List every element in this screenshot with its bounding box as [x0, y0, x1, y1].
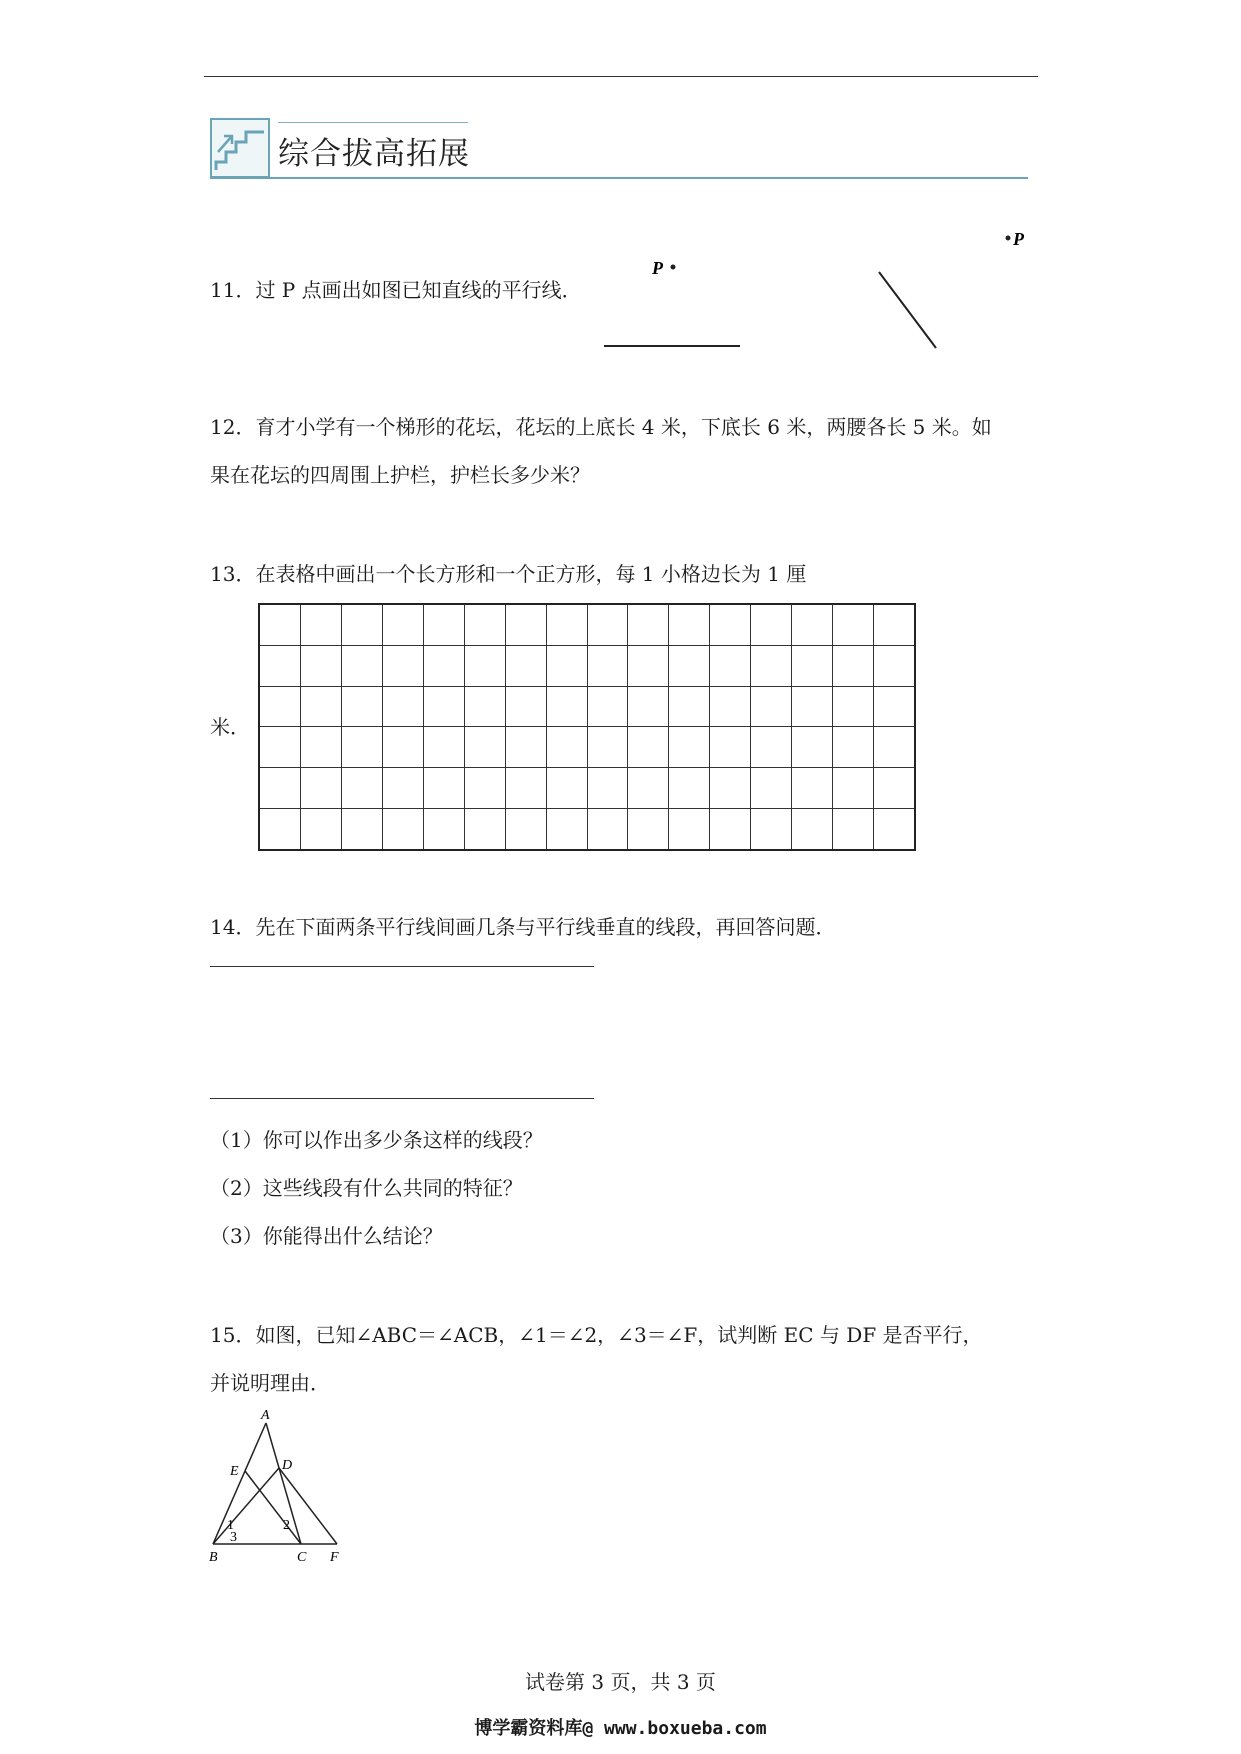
- q14-sub3: （3）你能得出什么结论？: [210, 1224, 443, 1248]
- grid-row: [259, 768, 915, 809]
- q11-text: 11．过 P 点画出如图已知直线的平行线．: [210, 278, 582, 302]
- section-title-rule: [278, 122, 468, 123]
- grid-row: [259, 645, 915, 686]
- grid-row: [259, 727, 915, 768]
- q11-figure-horizontal: [590, 250, 770, 360]
- q12-line2: 果在花坛的四周围上护栏，护栏长多少米？: [210, 463, 590, 487]
- q15-line1: 15．如图，已知∠ABC＝∠ACB，∠1＝∠2，∠3＝∠F，试判断 EC 与 DF 是否平行，: [210, 1323, 983, 1347]
- label-d: D: [282, 1458, 293, 1473]
- label-a: A: [261, 1408, 270, 1423]
- section-title: 综合拔高拓展: [278, 136, 470, 172]
- label-b: B: [209, 1550, 218, 1565]
- label-f: F: [330, 1550, 339, 1565]
- q14-text: 14．先在下面两条平行线间画几条与平行线垂直的线段，再回答问题．: [210, 915, 836, 939]
- q11-point: [671, 265, 676, 270]
- label-angle-3: 3: [230, 1530, 237, 1545]
- q13-line1: 13．在表格中画出一个长方形和一个正方形，每 1 小格边长为 1 厘: [210, 562, 807, 586]
- q14-sub2: （2）这些线段有什么共同的特征？: [210, 1176, 523, 1200]
- segment-ec: [245, 1471, 301, 1544]
- q11-given-diagonal-line: [879, 272, 936, 348]
- q12-line1: 12．育才小学有一个梯形的花坛，花坛的上底长 4 米，下底长 6 米，两腰各长 5 米。如: [210, 415, 992, 439]
- q11-figure-diagonal: [860, 220, 1040, 360]
- segment-bd: [213, 1468, 279, 1544]
- grid-row: [259, 809, 915, 850]
- q11-point-label-2: P: [1013, 229, 1024, 249]
- q14-parallel-line-bottom: [210, 1098, 594, 1099]
- label-c: C: [297, 1550, 307, 1565]
- label-angle-1: 1: [227, 1518, 234, 1533]
- top-rule: [204, 76, 1038, 77]
- label-angle-2: 2: [283, 1518, 290, 1533]
- stairs-icon: [210, 118, 270, 178]
- q15-triangle-figure: [200, 1405, 360, 1565]
- site-watermark: 博学霸资料库@ www.boxueba.com: [474, 1718, 767, 1739]
- q11-point-label: P: [652, 258, 663, 278]
- q15-line2: 并说明理由．: [210, 1371, 330, 1395]
- grid-row: [259, 686, 915, 727]
- drawing-grid[interactable]: [258, 603, 916, 851]
- q14-parallel-line-top: [210, 966, 594, 967]
- q13-line2: 米．: [210, 715, 250, 739]
- label-e: E: [230, 1464, 239, 1479]
- q14-sub1: （1）你可以作出多少条这样的线段？: [210, 1128, 543, 1152]
- page-number: 试卷第 3 页，共 3 页: [525, 1670, 716, 1694]
- section-rule: [210, 177, 1028, 179]
- grid-row: [259, 604, 915, 645]
- segment-ab: [213, 1423, 266, 1544]
- q11-point-2: [1006, 236, 1011, 241]
